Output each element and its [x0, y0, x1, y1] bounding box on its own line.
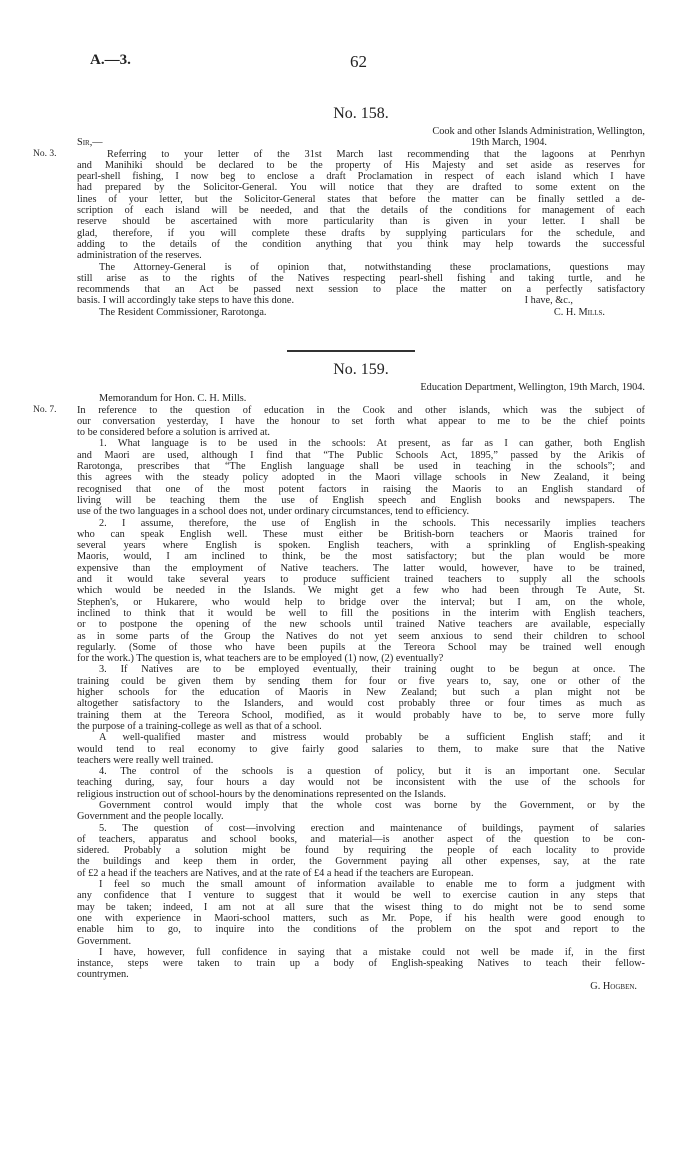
text-line: Government and the people locally.	[77, 811, 224, 823]
text-line: still arise as to the rights of the Natives respecting pearl-shell fishing and taking turtle, and he	[77, 272, 645, 284]
text-line: for the work.) The question is, what teachers are to be employed (1) now, (2) eventually?	[77, 653, 444, 665]
recipient: The Resident Commissioner, Rarotonga.	[99, 306, 267, 318]
text-line: or to postpone the opening of the new schools until trained Native teachers are available, especially	[77, 619, 645, 631]
letter-158	[33, 104, 645, 318]
letter-158-heading: No. 158.	[333, 105, 389, 122]
text-line: instance, steps were taken to train up a body of English-speaking Natives to teach their fellow-	[77, 958, 645, 970]
text-line: may be taken; indeed, I am not at all sure that the wisest thing to do might not be to send some	[77, 901, 645, 913]
closing-text: basis. I will accordingly take steps to have this done.	[77, 295, 295, 307]
text-line: teachers were really well trained.	[77, 754, 214, 766]
text-line: religious instruction out of school-hours by the denominations represented on the Islands.	[77, 788, 446, 800]
page-number: 62	[350, 52, 367, 71]
text-line: In reference to the question of education in the Cook and other islands, which was the subject of No. 7.	[33, 404, 645, 416]
text-line: Stephen's, or Hukarere, who would help to bridge over the interval; but I am, on the whole,	[77, 596, 645, 608]
text-line: The Attorney-General is of opinion that, notwithstanding these proclamations, questions may	[99, 261, 645, 273]
text-line: scription of each island will be needed, and that the details of the conditions for management of each	[77, 205, 645, 217]
letter-158-signoff-row	[77, 307, 645, 318]
text-line: several years where English is spoken. English teachers, with a sprinkling of English-speaking	[77, 540, 645, 552]
text-line: use of the two languages in a school does not, under ordinary circumstances, tend to efficiency.	[77, 506, 470, 518]
salutation: Sir,—	[77, 137, 103, 149]
text-line: Government.	[77, 935, 132, 947]
text-line: 4. The control of the schools is a question of policy, but it is an important one. Secular	[99, 766, 645, 778]
text-line: regularly. (Some of those who have been pupils at the Tereora School may be trained well enough	[77, 641, 645, 653]
text-line: A well-qualified master and mistress would probably be a sufficient English staff; and it	[99, 732, 645, 744]
text-line: Rarotonga, prescribes that “The English language shall be used in teaching in the schools”; and	[77, 461, 645, 473]
text-line: enable him to go, to inquire into the conditions of the problem on the spot and report to the	[77, 924, 645, 936]
text-line: 2. I assume, therefore, the use of English in the schools. This necessarily implies teachers	[99, 517, 645, 529]
letter-158-body	[33, 148, 645, 296]
text-line: to be considered before a solution is arrived at.	[77, 427, 271, 439]
text-line: and Maori are used, although I find that “The Public Schools Act, 1895,” passed by the Arikis of	[77, 449, 645, 461]
memorandum-recipient: Memorandum for Hon. C. H. Mills.	[99, 393, 247, 405]
text-line: sidered. Probably a solution might be found by requiring the people of each locality to provide	[77, 845, 645, 857]
text-line: I feel so much the small amount of information available to enable me to form a judgment with	[99, 879, 645, 891]
report-reference: A.—3.	[90, 52, 131, 68]
text-line: lines of your letter, but the Solicitor-General states that before the matter can be finally settled a de-	[77, 193, 645, 205]
text-line: training them at the Tereora School, modified, as it would probably have to be, to serve more fully	[77, 709, 645, 721]
memorandum-159	[33, 360, 645, 992]
memorandum-159-address: Education Department, Wellington, 19th March, 1904.	[420, 382, 645, 393]
section-divider	[287, 350, 415, 352]
margin-note: No. 7.	[33, 404, 57, 415]
text-line: our conversation yesterday, I have the honour to set forth what appear to me to be the chief points	[77, 415, 645, 427]
text-line: and it would take several years to produce sufficient trained teachers to supply all the schools	[77, 574, 645, 586]
text-line: adding to the details of the condition anything that you think may help towards the successful	[77, 238, 645, 250]
text-line: which would be needed in the Islands. We might get a few who had been through Te Aute, St.	[77, 585, 645, 597]
letter-158-closing-row	[77, 295, 645, 306]
text-line: would tend to real economy to give fairly good salaries to them, to make sure that the Native	[77, 743, 645, 755]
text-line: reserve should be ascertained with more particularity than is given in your letter. I shall be	[77, 216, 645, 228]
text-line: I have, however, full confidence in saying that a mistake could not well be made if, in the first	[99, 946, 645, 958]
text-line: of teachers, apparatus and school books, and material—is another aspect of the question to be con-	[77, 833, 645, 845]
text-line: glad, therefore, if you will complete these drafts by supplying particulars for the schedule, and	[77, 227, 645, 239]
letter-158-address: Cook and other Islands Administration, Wellington,	[432, 126, 645, 137]
memorandum-159-heading: No. 159.	[333, 361, 389, 378]
text-line: 1. What language is to be used in the schools: At present, as far as I can gather, both English	[99, 438, 645, 450]
text-line: as in some parts of the Group the Natives do not yet seem anxious to send their children to school	[77, 630, 645, 642]
text-line: administration of the reserves.	[77, 250, 202, 262]
text-line: 5. The question of cost—involving erection and maintenance of buildings, payment of salaries	[99, 822, 645, 834]
text-line: pearl-shell fishing, I now beg to enclose a draft Proclamation in respect of each island which I have	[77, 171, 645, 183]
text-line: this agrees with the steady policy adopted in the Maori village schools in New Zealand, it being	[77, 472, 645, 484]
text-line: recognised that one of the most potent factors in raising the Maoris to an English standard of	[77, 483, 645, 495]
text-line: living will be teaching them the use of English speech and English books and newspapers. The	[77, 494, 645, 506]
text-line: of £2 a head if the teachers are Natives, and at the rate of £4 a head if the teachers are European.	[77, 867, 474, 879]
text-line: who can speak English well. These must either be British-born teachers or Maoris trained for	[77, 528, 645, 540]
text-line: countrymen.	[77, 969, 129, 981]
letter-158-date: 19th March, 1904.	[470, 137, 547, 149]
margin-note: No. 3.	[33, 148, 57, 159]
text-line: the purpose of a training-college as well as that of a school.	[77, 720, 322, 732]
signature-mills: C. H. Mills.	[553, 306, 605, 318]
text-line: one with experience in Maori-school matters, such as Mr. Pope, if his health were good enough to	[77, 912, 645, 924]
text-line: altogether satisfactory to the Islanders, and would cost probably three or four times as much as	[77, 698, 645, 710]
text-line: the buildings and keep them in order, the Government paying all other expenses, say, at the rate	[77, 856, 645, 868]
text-line: and Manihiki should be declared to be the property of His Majesty and set aside as reserves for	[77, 159, 645, 171]
text-line: higher schools for the education of Maoris in New Zealand; but such a plan might not be	[77, 687, 645, 699]
text-line: any confidence that I venture to suggest that it would be well to exercise caution in any steps that	[77, 890, 645, 902]
text-line: training could be given them by sending them for four or five years to, say, one or other of the	[77, 675, 645, 687]
text-line: 3. If Natives are to be employed eventually, their training ought to be begun at once. The	[99, 664, 645, 676]
text-line: inclined to think that it would be well to fill the positions in the interim with English teachers,	[77, 607, 645, 619]
text-line: expensive than the employment of Native teachers. The latter would, however, have to be trained,	[77, 562, 645, 574]
memorandum-159-body	[33, 404, 645, 981]
text-line: had prepared by the Solicitor-General. You will notice that they are drafted to some extent on the	[77, 182, 645, 194]
text-line: teaching during, say, four hours a day would not be inconsistent with the use of the schools for	[77, 777, 645, 789]
signature-hogben: G. Hogben.	[590, 980, 637, 992]
page-header	[90, 52, 650, 76]
text-line: recommends that an Act be passed next session to place the matter on a perfectly satisfactory	[77, 284, 645, 296]
closing-phrase: I have, &c.,	[524, 295, 573, 307]
text-line: Maoris, would, I am inclined to think, be the most satisfactory; but the plan would be more	[77, 551, 645, 563]
text-line: Referring to your letter of the 31st March last recommending that the lagoons at Penrhyn No. 3.	[33, 148, 645, 160]
text-line: Government control would imply that the whole cost was borne by the Government, or by the	[99, 799, 645, 811]
letter-158-salutation-row	[77, 137, 645, 148]
